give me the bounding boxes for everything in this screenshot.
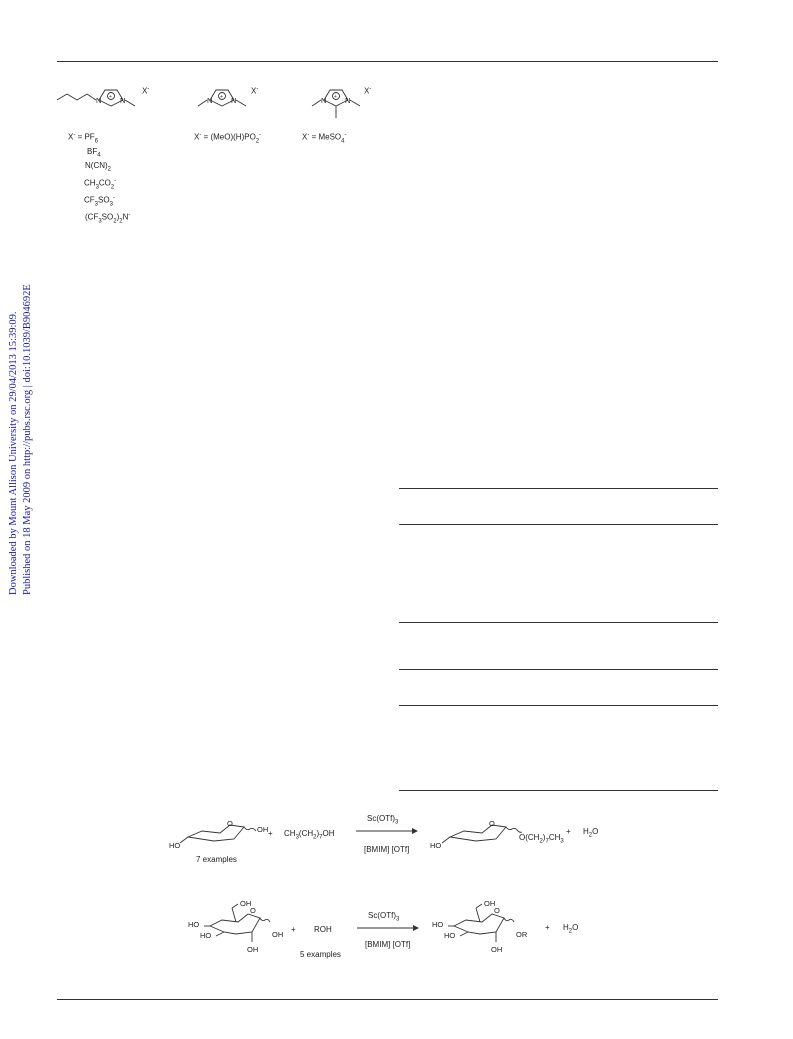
scheme1-arrow [356, 826, 418, 836]
download-notice [3, 285, 33, 605]
dmim-anion: $X^- = (MeO)(H)PO_2^-$ [194, 132, 262, 145]
svg-text:HO: HO [188, 920, 200, 929]
svg-text:OH: OH [484, 900, 496, 908]
svg-text:O: O [489, 819, 495, 828]
svg-text:+: + [220, 94, 223, 100]
anion-text: (MeO)(H)PO [210, 132, 256, 142]
plus-sign: + [291, 925, 296, 934]
scheme2-solvent: [BMIM] [OTf] [365, 940, 411, 949]
anion-text: PF [84, 132, 95, 142]
header-rule [57, 61, 718, 62]
counterion-label: X- [364, 86, 372, 96]
svg-text:N: N [231, 96, 237, 105]
plus-sign: + [268, 829, 273, 838]
svg-text:O: O [494, 906, 500, 915]
anion-item: $CF_3SO_3^-$ [84, 194, 115, 208]
svg-text:OH: OH [257, 825, 268, 834]
scheme1-examples: 7 examples [196, 855, 237, 864]
dmim-cation-structure [196, 78, 259, 118]
anion-text: N(CN) [85, 161, 108, 171]
bmim-anion-list [68, 130, 130, 227]
anion-text: MeSO [318, 132, 342, 142]
counterion-text: X [142, 86, 148, 96]
svg-text:OH: OH [491, 945, 503, 954]
svg-text:O: O [227, 819, 233, 828]
counterion-label: X- [142, 86, 150, 96]
svg-text:OH: OH [240, 900, 252, 908]
glucose-reactant-structure [186, 900, 286, 958]
water-label: $H_2O$ [563, 923, 579, 935]
svg-text:HO: HO [430, 841, 442, 850]
counterion-text: X [364, 86, 370, 96]
table-rule [399, 524, 718, 525]
water-label: $H_2O$ [583, 827, 599, 839]
anion-text: (CF [85, 212, 99, 222]
anion-text: BF [87, 147, 98, 157]
svg-text:N: N [207, 96, 213, 105]
bmim-cation-structure [55, 78, 165, 118]
octyl-glycoside-product-structure [430, 815, 530, 855]
counterion-label: X- [251, 86, 259, 96]
publication-notice-line[interactable]: Published on 18 May 2009 on http://pubs.rsc.org | doi:10.1039/B904692E [22, 284, 33, 595]
catalyst-text: Sc(OTf) [367, 814, 395, 823]
svg-text:N: N [345, 96, 351, 105]
anion-item: $N(CN)_2$ [85, 161, 112, 174]
scheme2-arrow [357, 923, 419, 933]
table-rule [399, 705, 718, 706]
counterion-text: X [251, 86, 257, 96]
anion-text: CH [84, 178, 96, 188]
water-text: H [563, 923, 569, 932]
product-oxyoctyl-label: $O(CH_2)_7CH_3$ [519, 833, 564, 845]
anion-prefix: X [302, 132, 308, 142]
svg-text:O: O [250, 906, 256, 915]
table-rule [399, 622, 718, 623]
svg-text:HO: HO [169, 841, 181, 850]
anion-item: $CH_3CO_2^-$ [84, 177, 117, 191]
svg-text:+: + [109, 94, 112, 100]
svg-text:HO: HO [432, 920, 444, 929]
deoxysugar-reactant-structure [168, 815, 268, 855]
svg-text:HO: HO [444, 931, 456, 940]
alcohol-text: CH [284, 829, 296, 838]
svg-text:OR: OR [516, 930, 528, 939]
scheme1-catalyst: $Sc(OTf)_3$ [367, 814, 399, 826]
download-notice-line[interactable]: Downloaded by Mount Allison University on 29/04/2013 15:39:09. [8, 311, 19, 595]
svg-text:N: N [96, 96, 102, 105]
anion-item: $BF_4$ [87, 147, 101, 159]
alcohol-reagent-label: ROH [314, 925, 332, 934]
anion-item: $(CF_3SO_2)_2N^-$ [85, 211, 131, 225]
svg-text:OH: OH [247, 945, 259, 954]
scheme2-catalyst: $Sc(OTf)_3$ [368, 911, 400, 923]
anion-text: CF [84, 195, 95, 205]
alkyl-glucoside-product-structure [430, 900, 530, 958]
anion-prefix: X [68, 132, 74, 142]
anion-prefix: X [194, 132, 200, 142]
table-rule [399, 790, 718, 791]
svg-text:+: + [334, 94, 337, 100]
svg-text:HO: HO [200, 931, 212, 940]
catalyst-text: Sc(OTf) [368, 911, 396, 920]
svg-text:OH: OH [272, 930, 284, 939]
dmmim-anion: X- = MeSO$_4$- [302, 132, 347, 145]
table-rule [399, 488, 718, 489]
plus-sign: + [566, 827, 571, 836]
octanol-label: $CH_3(CH_2)_7OH$ [284, 829, 335, 841]
svg-text:N: N [120, 96, 126, 105]
table-rule [399, 669, 718, 670]
anion-item: $X^- = PF_6$ [68, 132, 99, 145]
svg-text:N: N [321, 96, 327, 105]
scheme2-examples: 5 examples [300, 950, 341, 959]
scheme1-solvent: [BMIM] [OTf] [364, 845, 410, 854]
footer-rule [57, 999, 718, 1000]
dmmim-cation-structure [310, 78, 370, 128]
water-text: H [583, 827, 589, 836]
plus-sign: + [545, 923, 550, 932]
